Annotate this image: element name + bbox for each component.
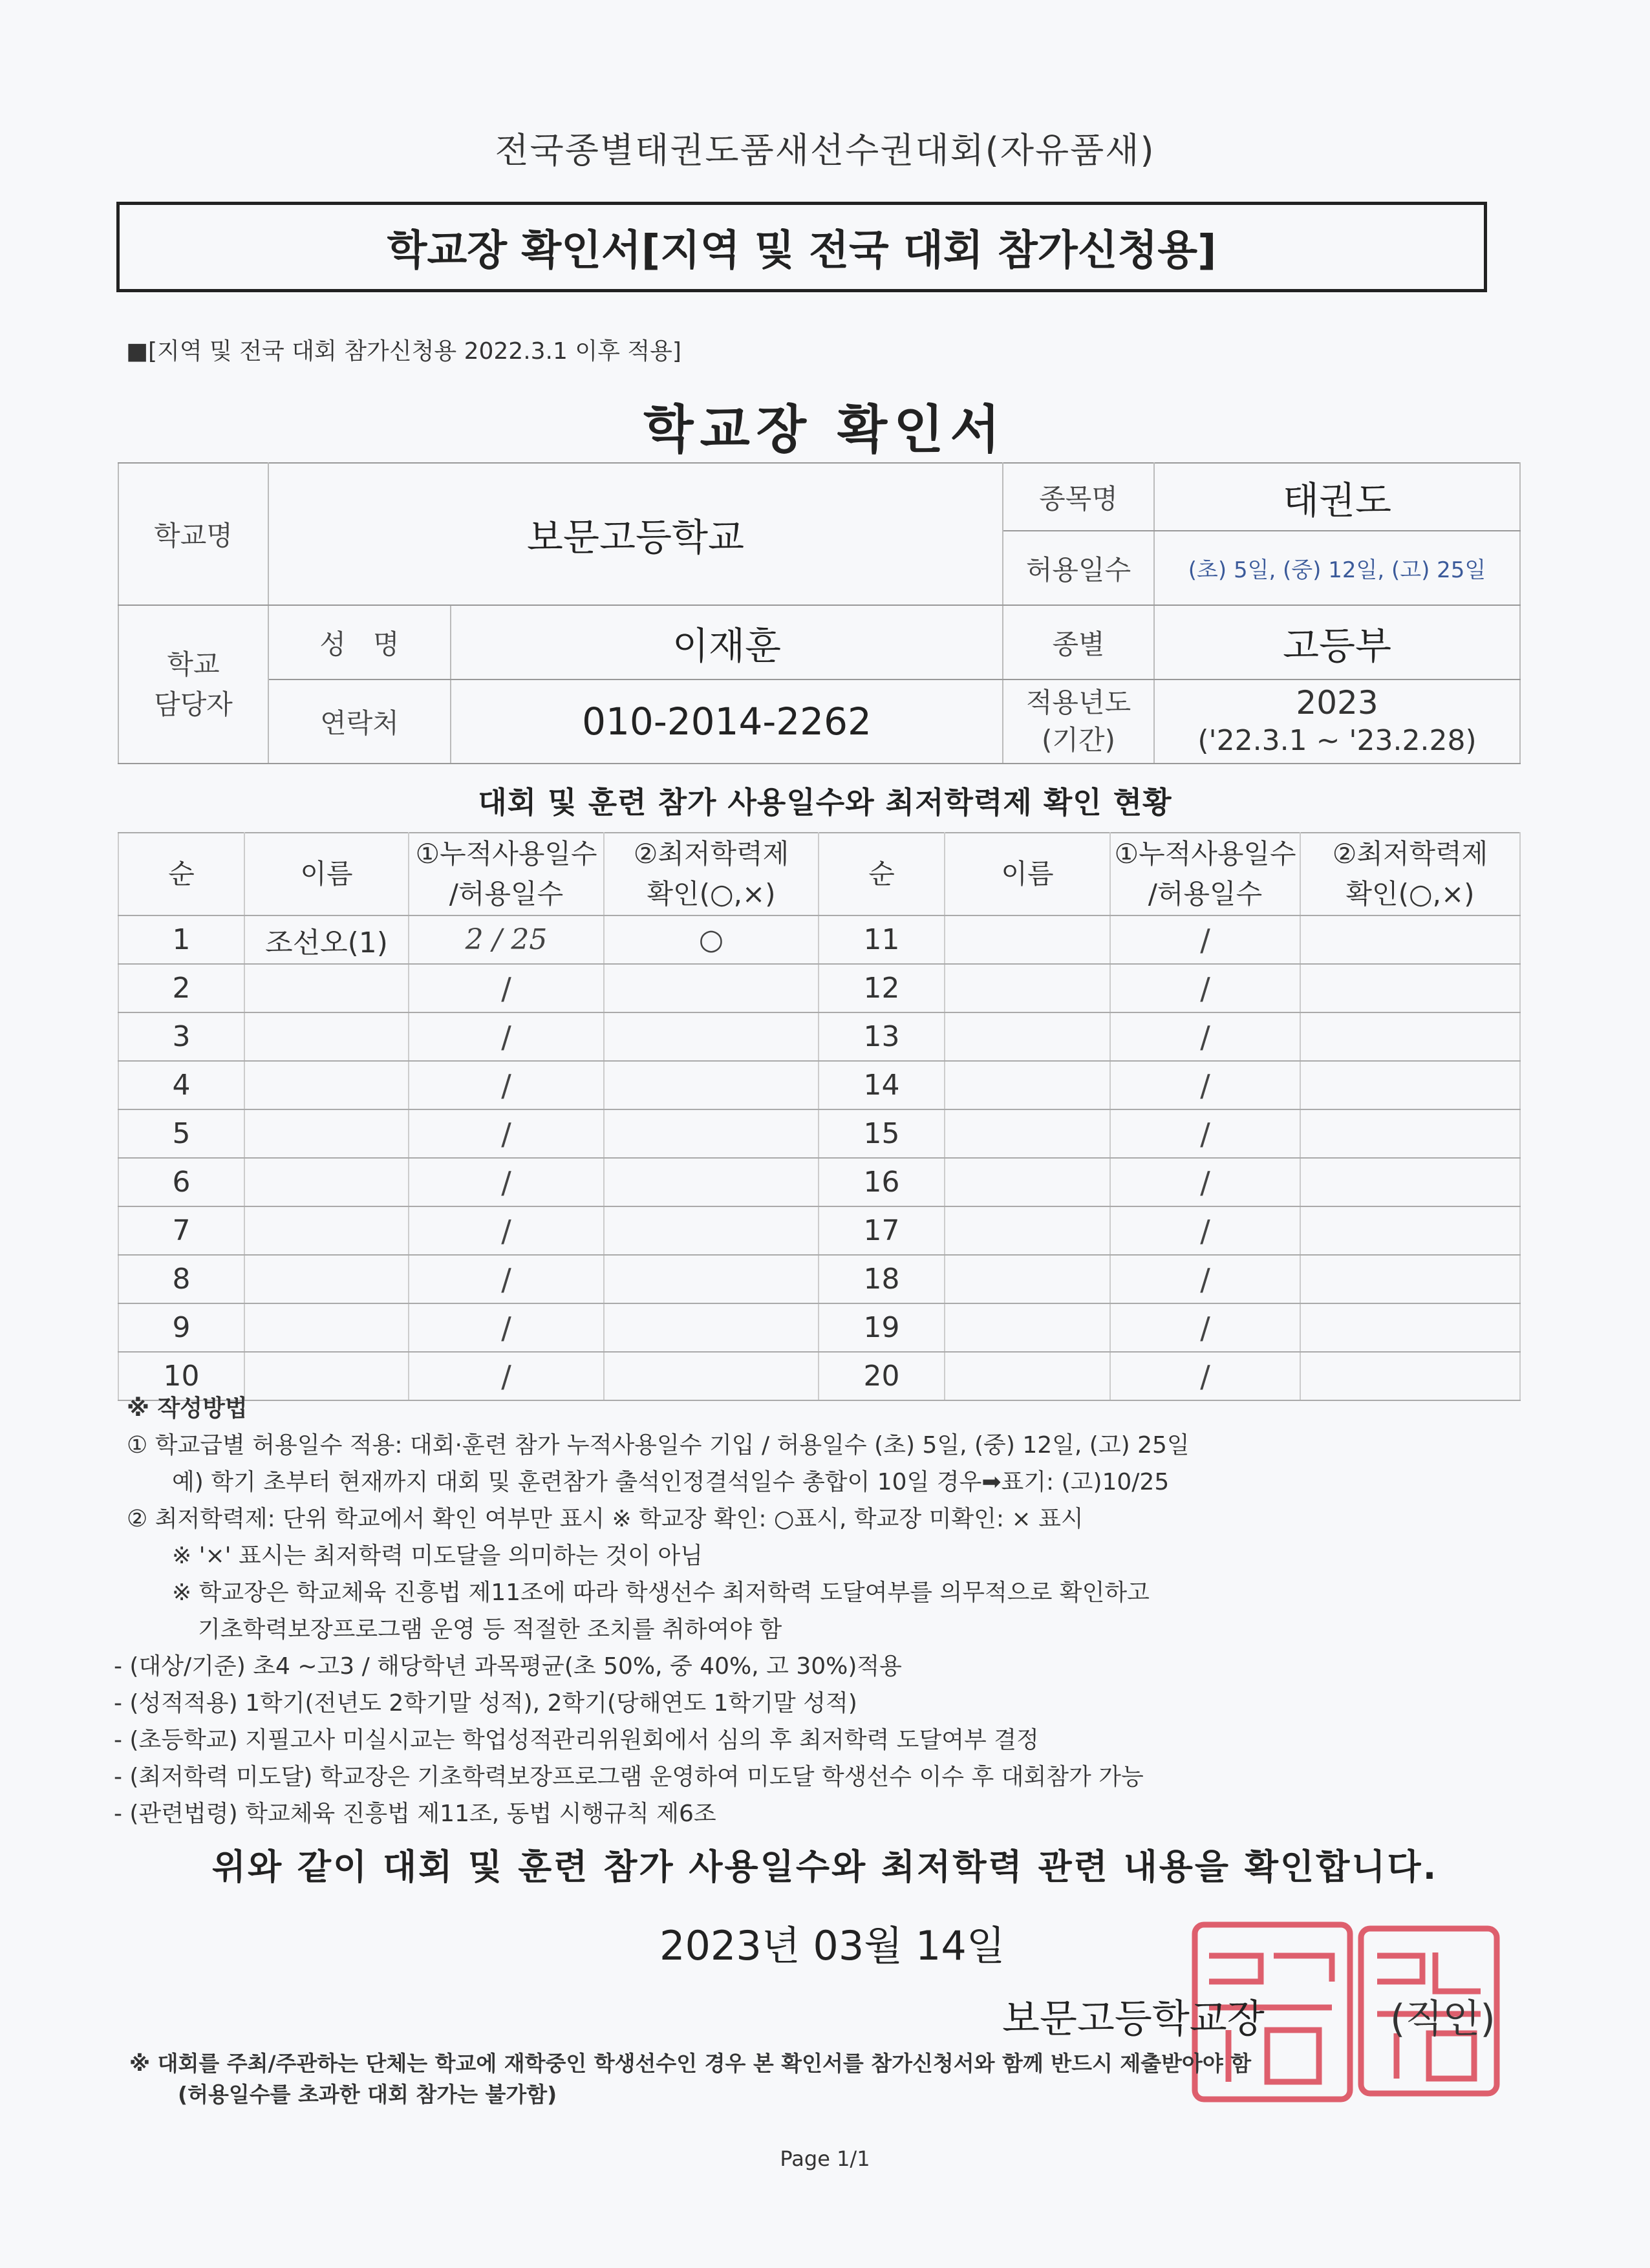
row-no: 6 <box>118 1158 244 1206</box>
row-no-right: 13 <box>819 1012 945 1061</box>
table-row <box>118 1206 1520 1255</box>
row-no-right: 16 <box>819 1158 945 1206</box>
table-row <box>118 915 1520 964</box>
row-days: / <box>409 964 604 1012</box>
row-no-right: 18 <box>819 1255 945 1303</box>
row-name <box>244 1255 409 1303</box>
table-row <box>118 964 1520 1012</box>
row-no: 2 <box>118 964 244 1012</box>
row-no-right: 12 <box>819 964 945 1012</box>
table-row <box>118 1158 1520 1206</box>
name-label: 성 명 <box>268 605 451 679</box>
row-no-right: 14 <box>819 1061 945 1109</box>
detail-5: - (관련법령) 학교체육 진흥법 제11조, 동법 시행규칙 제6조 <box>114 1801 716 1827</box>
row-no: 1 <box>118 915 244 964</box>
row-name <box>244 1158 409 1206</box>
sport-label: 종목명 <box>1003 463 1154 531</box>
row-check <box>604 964 819 1012</box>
row-no-right: 17 <box>819 1206 945 1255</box>
row-days: / <box>409 1255 604 1303</box>
participation-rows <box>118 915 1520 1400</box>
issue-date: 2023년 03월 14일 <box>659 1922 1005 1969</box>
row-name-right <box>945 915 1110 964</box>
row-name: 조선오(1) <box>244 915 409 964</box>
row-name-right <box>945 1255 1110 1303</box>
school-value: 보문고등학교 <box>268 463 1003 605</box>
school-label: 학교명 <box>118 463 268 605</box>
seal-label: (직인) <box>1390 1996 1495 2042</box>
note-2-a: ※ '×' 표시는 최저학력 미도달을 의미하는 것이 아님 <box>172 1543 703 1569</box>
header-check: ②최저학력제 확인(○,×) <box>604 833 819 915</box>
bottom-note-line-1: ※ 대회를 주최/주관하는 단체는 학교에 재학중인 학생선수인 경우 본 확인서를 참가신청서와 함께 반드시 제출받아야 함 <box>129 2051 1252 2076</box>
row-check-right <box>1300 1303 1520 1352</box>
row-name-right <box>945 1206 1110 1255</box>
header-days-right: ①누적사용일수 /허용일수 <box>1110 833 1300 915</box>
table-row <box>118 1255 1520 1303</box>
table-row <box>118 1109 1520 1158</box>
note-2-b: ※ 학교장은 학교체육 진흥법 제11조에 따라 학생선수 최저학력 도달여부를 의무적으로 확인하고 <box>172 1579 1150 1606</box>
notes <box>114 1390 1536 1832</box>
boxed-document-title: 학교장 확인서[지역 및 전국 대회 참가신청용] <box>116 202 1487 292</box>
confirm-statement: 위와 같이 대회 및 훈련 참가 사용일수와 최저학력 관련 내용을 확인합니다. <box>211 1846 1439 1887</box>
row-name <box>244 1303 409 1352</box>
detail-3: - (초등학교) 지필고사 미실시교는 학업성적관리위원회에서 심의 후 최저학력 도달여부 결정 <box>114 1727 1039 1753</box>
participation-table <box>118 832 1521 1401</box>
sport-value: 태권도 <box>1154 463 1520 531</box>
row-days: / <box>409 1061 604 1109</box>
row-check-right <box>1300 915 1520 964</box>
row-days: / <box>409 1012 604 1061</box>
row-name-right <box>945 964 1110 1012</box>
row-no-right: 20 <box>819 1352 945 1400</box>
info-table <box>118 462 1521 764</box>
page-number: Page 1/1 <box>780 2146 870 2171</box>
contact-value: 010-2014-2262 <box>451 679 1003 764</box>
row-days-right: / <box>1110 1352 1300 1400</box>
row-days-right: / <box>1110 1206 1300 1255</box>
row-days-right: / <box>1110 1012 1300 1061</box>
header-check-right: ②최저학력제 확인(○,×) <box>1300 833 1520 915</box>
row-name <box>244 1061 409 1109</box>
header-no-right: 순 <box>819 833 945 915</box>
row-check-right <box>1300 1012 1520 1061</box>
note-1: ① 학교급별 허용일수 적용: 대회·훈련 참가 누적사용일수 기입 / 허용일수 (초) 5일, (중) 12일, (고) 25일 <box>127 1432 1190 1459</box>
header-days: ①누적사용일수 /허용일수 <box>409 833 604 915</box>
row-no-right: 19 <box>819 1303 945 1352</box>
row-check <box>604 1303 819 1352</box>
row-no: 5 <box>118 1109 244 1158</box>
table-row <box>118 1061 1520 1109</box>
section-title: 대회 및 훈련 참가 사용일수와 최저학력제 확인 현황 <box>478 785 1172 820</box>
note-2: ② 최저학력제: 단위 학교에서 확인 여부만 표시 ※ 학교장 확인: ○표시, 학교장 미확인: × 표시 <box>127 1506 1084 1532</box>
manager-label: 학교 담당자 <box>118 605 268 764</box>
row-check: ○ <box>604 915 819 964</box>
row-name-right <box>945 1012 1110 1061</box>
category-value: 고등부 <box>1154 605 1520 679</box>
row-check-right <box>1300 1158 1520 1206</box>
row-check <box>604 1206 819 1255</box>
row-days: / <box>409 1158 604 1206</box>
row-check <box>604 1255 819 1303</box>
row-check <box>604 1109 819 1158</box>
table-row <box>118 1303 1520 1352</box>
row-days-right: / <box>1110 1303 1300 1352</box>
row-no: 8 <box>118 1255 244 1303</box>
row-name <box>244 1012 409 1061</box>
contact-label: 연락처 <box>268 679 451 764</box>
principal-name: 보문고등학교장 <box>1002 1996 1265 2042</box>
period-value: ('22.3.1 ~ '23.2.28) <box>1197 724 1477 757</box>
note-2-c: 기초학력보장프로그램 운영 등 적절한 조치를 취하여야 함 <box>198 1616 782 1643</box>
table-row <box>118 1012 1520 1061</box>
row-check-right <box>1300 1255 1520 1303</box>
row-name-right <box>945 1158 1110 1206</box>
header-no: 순 <box>118 833 244 915</box>
row-days: / <box>409 1352 604 1400</box>
event-title: 전국종별태권도품새선수권대회(자유품새) <box>495 130 1155 171</box>
name-value: 이재훈 <box>451 605 1003 679</box>
row-days-right: / <box>1110 915 1300 964</box>
row-name-right <box>945 1109 1110 1158</box>
row-no: 4 <box>118 1061 244 1109</box>
detail-1: - (대상/기준) 초4 ~고3 / 해당학년 과목평균(초 50%, 중 40%, 고 30%)적용 <box>114 1653 902 1680</box>
row-days: 2 / 25 <box>409 915 604 964</box>
row-days: / <box>409 1109 604 1158</box>
header-name-right: 이름 <box>945 833 1110 915</box>
header-name: 이름 <box>244 833 409 915</box>
row-check-right <box>1300 1109 1520 1158</box>
row-no: 3 <box>118 1012 244 1061</box>
applies-note: ■[지역 및 전국 대회 참가신청용 2022.3.1 이후 적용] <box>126 338 681 365</box>
row-check-right <box>1300 964 1520 1012</box>
row-no-right: 11 <box>819 915 945 964</box>
row-no: 10 <box>118 1352 244 1400</box>
row-days-right: / <box>1110 1109 1300 1158</box>
main-title: 학교장 확인서 <box>643 400 1007 460</box>
row-check-right <box>1300 1061 1520 1109</box>
row-days-right: / <box>1110 964 1300 1012</box>
row-name <box>244 1109 409 1158</box>
row-days-right: / <box>1110 1158 1300 1206</box>
year-value: 2023 <box>1296 684 1378 722</box>
row-days-right: / <box>1110 1061 1300 1109</box>
year-cell <box>1154 679 1520 764</box>
row-days-right: / <box>1110 1255 1300 1303</box>
notes-heading: ※ 작성방법 <box>127 1395 248 1422</box>
row-name-right <box>945 1061 1110 1109</box>
bottom-note <box>129 2048 1519 2110</box>
note-1-example: 예) 학기 초부터 현재까지 대회 및 훈련참가 출석인정결석일수 총합이 10일 경우➡표기: (고)10/25 <box>172 1469 1170 1495</box>
row-check <box>604 1012 819 1061</box>
category-label: 종별 <box>1003 605 1154 679</box>
row-check <box>604 1158 819 1206</box>
allowed-value: (초) 5일, (중) 12일, (고) 25일 <box>1154 531 1520 605</box>
row-check-right <box>1300 1206 1520 1255</box>
row-name <box>244 964 409 1012</box>
row-check <box>604 1061 819 1109</box>
detail-4: - (최저학력 미도달) 학교장은 기초학력보장프로그램 운영하여 미도달 학생선수 이수 후 대회참가 가능 <box>114 1764 1144 1790</box>
row-name-right <box>945 1303 1110 1352</box>
row-no: 7 <box>118 1206 244 1255</box>
row-days: / <box>409 1206 604 1255</box>
allowed-label: 허용일수 <box>1003 531 1154 605</box>
row-days: / <box>409 1303 604 1352</box>
row-no: 9 <box>118 1303 244 1352</box>
bottom-note-line-2: (허용일수를 초과한 대회 참가는 불가함) <box>178 2082 557 2107</box>
row-no-right: 15 <box>819 1109 945 1158</box>
year-label: 적용년도 (기간) <box>1003 679 1154 764</box>
row-name <box>244 1206 409 1255</box>
detail-2: - (성적적용) 1학기(전년도 2학기말 성적), 2학기(당해연도 1학기말 성적) <box>114 1690 857 1717</box>
